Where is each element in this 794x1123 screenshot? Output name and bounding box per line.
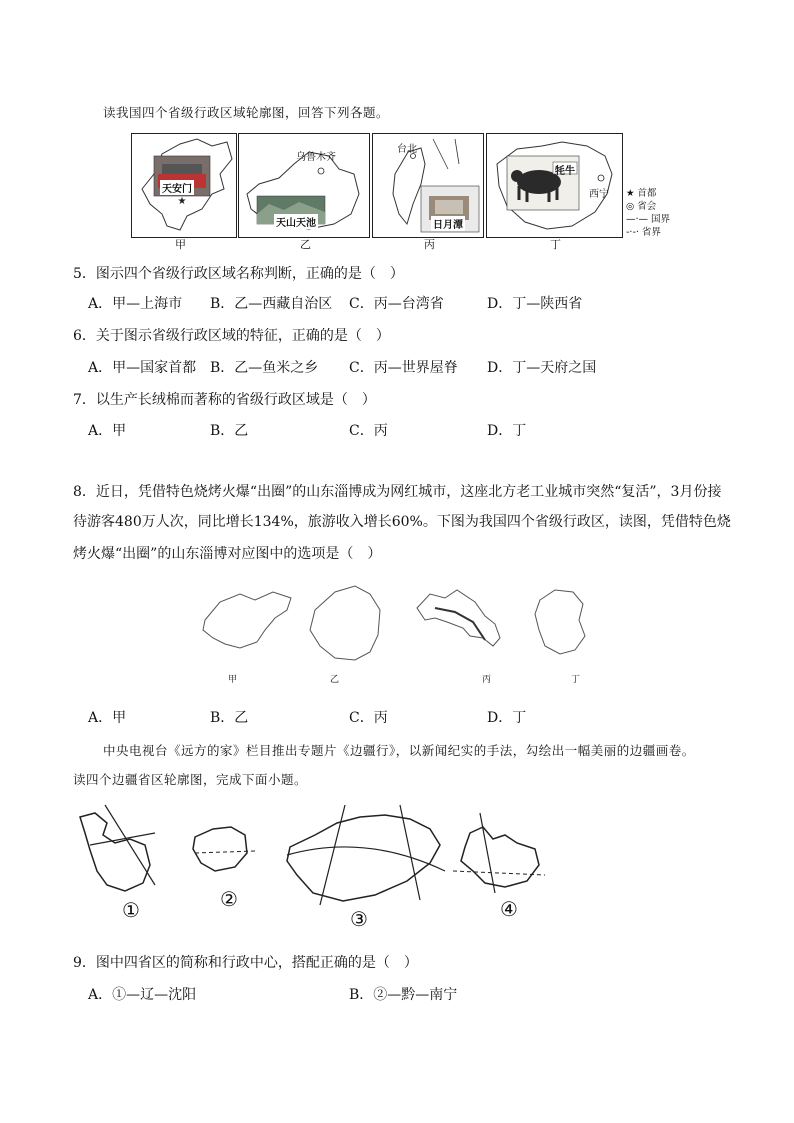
q5-option-c[interactable]: C．丙—台湾省: [349, 296, 444, 312]
city-label-xining: 西宁: [589, 189, 609, 200]
legend-provincial-capital: ◎ 省会: [626, 201, 657, 212]
q7-option-b[interactable]: B．乙: [210, 423, 249, 439]
outline-label-ding: 丁: [571, 675, 581, 685]
city-label-taipei: 台北: [397, 144, 417, 155]
question-9-stem: 9．图中四省区的简称和行政中心，搭配正确的是（ ）: [73, 955, 418, 971]
q8-option-d[interactable]: D．丁: [487, 710, 527, 726]
outline-gansu: [417, 590, 500, 646]
q9-option-a[interactable]: A．①—辽—沈阳: [88, 987, 197, 1003]
legend-provincial-border: -·-· 省界: [626, 227, 661, 238]
map-panel-yi: [238, 133, 370, 238]
border-outlines: [75, 805, 555, 925]
q5-option-d[interactable]: D．丁—陕西省: [487, 296, 583, 312]
question-6-stem: 6．关于图示省级行政区域的特征，正确的是（ ）: [73, 328, 390, 344]
map-panel-jia: [131, 133, 237, 238]
province-outline-figure: [195, 580, 605, 690]
q5-option-a[interactable]: A．甲—上海市: [88, 296, 183, 312]
outline-maps: [195, 580, 605, 690]
legend-national-border: —·— 国界: [626, 214, 671, 225]
q8-option-c[interactable]: C．丙: [349, 710, 388, 726]
provincial-capital-icon: [598, 175, 604, 181]
question-7-stem: 7．以生产长绒棉而著称的省级行政区域是（ ）: [73, 392, 376, 408]
outline-label-jia: 甲: [228, 675, 238, 685]
panel-label-jia: 甲: [175, 238, 186, 251]
panel-label-ding: 丁: [550, 238, 561, 251]
outline-ding: [535, 590, 585, 654]
outline-4: [461, 827, 539, 887]
q6-option-d[interactable]: D．丁—天府之国: [487, 360, 597, 376]
river-line: [435, 608, 485, 640]
provincial-capital-icon: [318, 168, 324, 174]
outline-shandong: [203, 592, 291, 648]
photo-label-tianchi: 天山天池: [274, 214, 318, 229]
q8-option-a[interactable]: A．甲: [88, 710, 127, 726]
map-panel-bing: [372, 133, 484, 238]
border-province-figure: [75, 805, 555, 925]
panel-label-yi: 乙: [300, 238, 311, 251]
q7-option-a[interactable]: A．甲: [88, 423, 127, 439]
q9-option-b[interactable]: B．②—黔—南宁: [349, 987, 458, 1003]
photo-label-riyuetan: 日月潭: [431, 216, 465, 231]
panel-label-bing: 丙: [424, 238, 435, 251]
map-panel-ding: [486, 133, 623, 238]
map-legend: [626, 187, 670, 239]
question-8-line-2: 待游客480万人次，同比增长134%，旅游收入增长60%。下图为我国四个省级行政区，读图，凭借特色烧: [73, 514, 731, 530]
outline-yi: [310, 586, 380, 660]
q8-option-b[interactable]: B．乙: [210, 710, 249, 726]
section-intro: 读我国四个省级行政区域轮廓图，回答下列各题。: [103, 105, 390, 120]
question-8-line-1: 8．近日，凭借特色烧烤火爆“出圈”的山东淄博成为网红城市，这座北方老工业城市突然“复活”，3月份接: [73, 484, 722, 500]
legend-capital: ★ 首都: [626, 188, 657, 199]
outline-label-yi: 乙: [330, 675, 340, 685]
border-label-2: ②: [220, 887, 238, 911]
border-label-4: ④: [500, 897, 518, 921]
q6-option-c[interactable]: C．丙—世界屋脊: [349, 360, 458, 376]
q5-option-b[interactable]: B．乙—西藏自治区: [210, 296, 333, 312]
border-label-3: ③: [350, 907, 368, 931]
question-5-stem: 5．图示四个省级行政区域名称判断，正确的是（ ）: [73, 266, 404, 282]
photo-label-tiananmen: 天安门: [160, 180, 194, 195]
taiwan-outline: [373, 134, 483, 237]
capital-star-icon: ★: [177, 196, 187, 207]
outline-label-bing: 丙: [482, 675, 492, 685]
border-label-1: ①: [122, 898, 140, 922]
outline-2: [193, 827, 247, 871]
q7-option-c[interactable]: C．丙: [349, 423, 388, 439]
section-intro-2-line-2: 读四个边疆省区轮廓图，完成下面小题。: [73, 772, 308, 787]
question-8-line-3: 烤火爆“出圈”的山东淄博对应图中的选项是（ ）: [73, 546, 382, 562]
photo-label-yak: 牦牛: [555, 166, 575, 177]
section-intro-2-line-1: 中央电视台《远方的家》栏目推出专题片《边疆行》，以新闻纪实的手法，勾绘出一幅美丽的边疆画卷。: [103, 743, 695, 758]
q6-option-b[interactable]: B．乙—鱼米之乡: [210, 360, 319, 376]
city-label-urumqi: 乌鲁木齐: [296, 152, 336, 163]
outline-1: [80, 813, 150, 891]
q6-option-a[interactable]: A．甲—国家首都: [88, 360, 197, 376]
q7-option-d[interactable]: D．丁: [487, 423, 527, 439]
